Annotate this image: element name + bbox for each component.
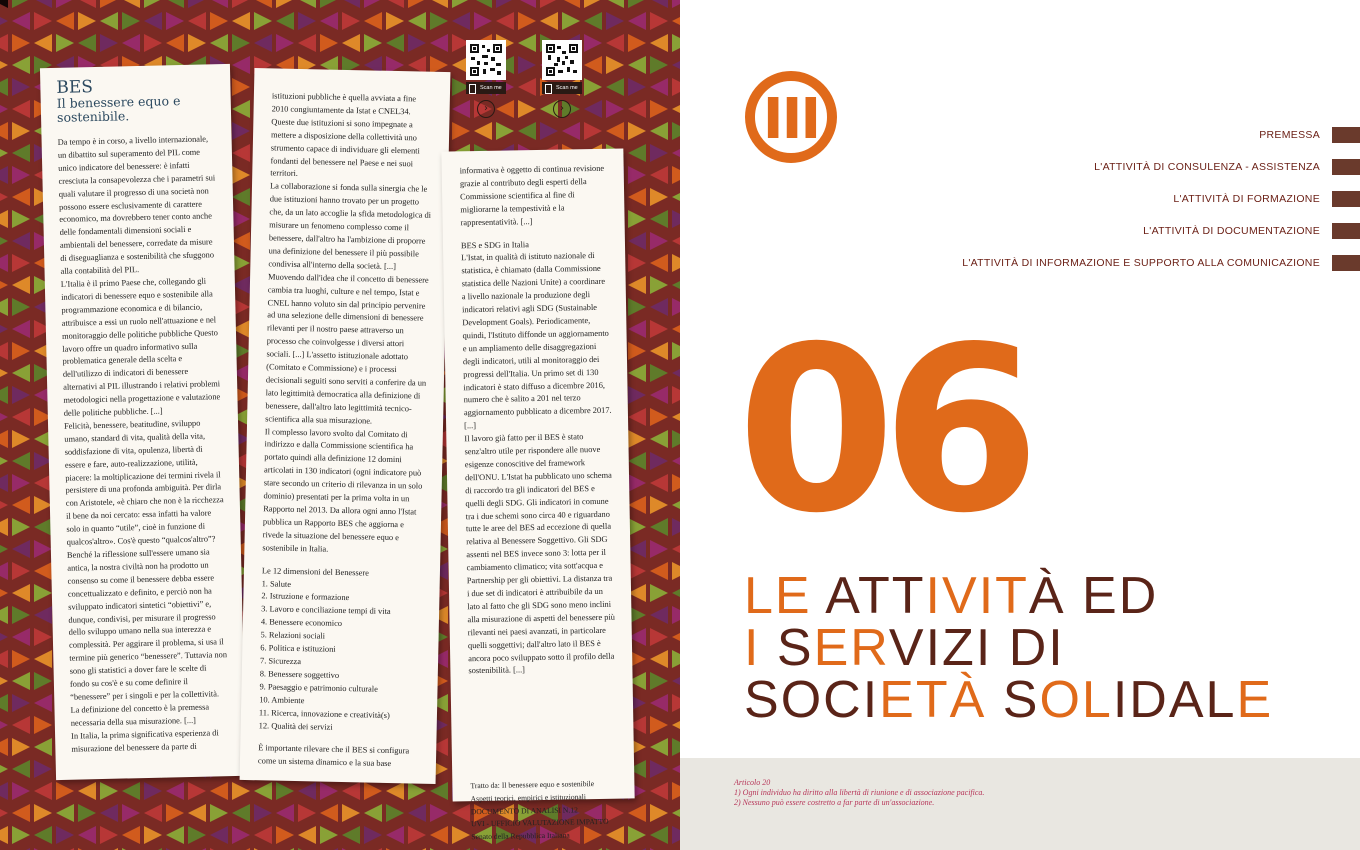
article-20-footer bbox=[680, 758, 1360, 850]
menu-label: L'ATTIVITÀ DI CONSULENZA - ASSISTENZA bbox=[1094, 161, 1320, 173]
list-item: 5. Relazioni sociali bbox=[260, 630, 326, 641]
chapter-title-line: SOCIETÀ SOLIDALE bbox=[744, 671, 1274, 729]
qr-code-2[interactable] bbox=[542, 40, 582, 80]
qr-code-1[interactable] bbox=[466, 40, 506, 80]
chapter-roman-numeral-logo bbox=[744, 70, 838, 164]
list-item: 8. Benessere soggettivo bbox=[259, 669, 340, 680]
text-panel-bes bbox=[40, 64, 246, 780]
paragraph: L'Italia è il primo Paese che, collegando gli indicatori di benessere equo e sostenibile alla programmazione economica e di bilancio, attribuisce a essi un ruolo nell'attuazione e nel monitoraggio delle politiche pubbliche Questo lavoro offre un quadro informativo sulla problematica generale della scelta e dell'utilizzo di indicatori di benessere alternativi al PIL illustrando i relativi problemi metodologici nella progettazione e valutazione delle politiche pubbliche. [...] bbox=[60, 276, 221, 418]
paragraph: La collaborazione si fonda sulla sinergia che le due istituzioni hanno trovato per un progetto che, da un lato accoglie la sfida metodologica di misurare un fenomeno complesso come il benessere, dall'altro ha l'ambizione di proporre una definizione del benessere il più possibile condivisa all'interno della società. [...] Muovendo dall'idea che il concetto di benessere cambia tra luoghi, culture e nel tempo, Istat e CNEL hanno voluto sin dal principio pervenire ad una selezione delle dimensioni di benessere rilevanti per il nostro paese attraverso un processo che coinvolgesse i diversi attori sociali. [...] L'assetto istituzionale adottato (Comitato e Commissione) e i processi decisionali seguiti sono serviti a conferire da un lato legittimità democratica alla definizione di benessere, dall'altro lato legittimità tecnico-scientifica alla sua misurazione. bbox=[265, 181, 432, 426]
credit-line: DOCUMENTO DI ANALISI N.12 bbox=[470, 804, 578, 816]
list-title: Le 12 dimensioni del Benessere bbox=[261, 565, 370, 578]
menu-label: L'ATTIVITÀ DI INFORMAZIONE E SUPPORTO ALLA COMUNICAZIONE bbox=[962, 257, 1320, 269]
article-line: 2) Nessuno può essere costretto a far parte di un'associazione. bbox=[734, 798, 935, 807]
paragraph: È importante rilevare che il BES si configura come un sistema dinamico e la sua base bbox=[257, 743, 410, 769]
list-item: 9. Paesaggio e patrimonio culturale bbox=[259, 682, 378, 694]
menu-marker bbox=[1332, 127, 1360, 143]
credit-line: UVI - UFFICIO VALUTAZIONE IMPATTO bbox=[470, 816, 609, 829]
paragraph: L'Istat, in qualità di istituto nazionale di statistica, è chiamato (dalla Commissione statistica delle Nazioni Unite) a coordinare a livello nazionale la produzione degli indicatori relativi agli SDG (Sustainable Development Goals). Periodicamente, quindi, l'Istituto diffonde un aggiornamento e un ampliamento delle disaggregazioni degli indicatori, utili al monitoraggio dei progressi dell'Italia. Un primo set di 130 indicatori è stato diffuso a dicembre 2016, numero che è salito a 201 nel terzo aggiornamento pubblicato a dicembre 2017. [...] bbox=[461, 251, 612, 431]
list-item: 6. Politica e istituzioni bbox=[260, 643, 336, 654]
paragraph: informativa è oggetto di continua revisione grazie al contributo degli esperti della Commissione scientifica al fine di migliorarne la tempestività e la rappresentatività. [...] bbox=[459, 163, 605, 227]
article-title: Articolo 20 bbox=[734, 778, 771, 787]
panel-title: BES bbox=[56, 77, 94, 98]
list-item: 10. Ambiente bbox=[259, 694, 305, 705]
chapter-number: 06 bbox=[737, 297, 1027, 563]
menu-item-informazione[interactable] bbox=[962, 255, 1360, 271]
list-item: 4. Benessere economico bbox=[260, 617, 343, 629]
menu-label: PREMESSA bbox=[1259, 129, 1320, 141]
list-item: 12. Qualità dei servizi bbox=[258, 720, 333, 732]
list-item: 1. Salute bbox=[261, 578, 292, 589]
menu-item-documentazione[interactable] bbox=[1143, 223, 1360, 239]
menu-label: L'ATTIVITÀ DI DOCUMENTAZIONE bbox=[1143, 225, 1320, 237]
list-item: 2. Istruzione e formazione bbox=[261, 591, 350, 603]
menu-marker bbox=[1332, 191, 1360, 207]
qr-label-1: Scan me bbox=[466, 82, 506, 94]
list-item: 11. Ricerca, innovazione e creatività(s) bbox=[258, 707, 390, 720]
paragraph: Felicità, benessere, beatitudine, sviluppo umano, standard di vita, qualità della vita, soddisfazione di vita, opulenza, libertà di essere e fare, auto-realizzazione, utilità, piacere: la moltiplicazione dei termini rivela il persistere di una profonda ambiguità. Per dirla con Aristotele, «è chiaro che non è la ricchezza il bene da noi cercato: essa infatti ha valore solo in quanto “utile”, cioè in funzione di qualcos'altro». Cos'è questo “qualcos'altro”? Benché la riflessione sull'essere umano sia antica, la nostra civiltà non ha prodotto un consenso su come il benessere debba essere concettualizzato e definito, e perciò non ha sviluppato indicatori sintetici “obiettivi” e, dunque, condivisi, per misurare il progresso dello sviluppo umano nella sua interezza e complessità. Per aggirare il problema, si usa il termine più generico “benessere”. Tuttavia non sono gli statistici a dover fare le scelte di fondo su cos'è e su come definire il “benessere” per i singoli e per la collettività. La definizione del concetto è la premessa necessaria della sua misurazione. [...] bbox=[63, 418, 228, 728]
menu-item-formazione[interactable] bbox=[1173, 191, 1360, 207]
menu-item-consulenza[interactable] bbox=[1094, 159, 1360, 175]
menu-marker bbox=[1332, 159, 1360, 175]
paragraph: istituzioni pubbliche è quella avviata a fine 2010 congiuntamente da Istat e CNEL34. Queste due istituzioni si sono impegnate a mettere a disposizione della collettività uno strumento capace di individuare gli elementi fondanti del benessere nel Paese e nei suoi territori. bbox=[270, 91, 420, 179]
list-item: 3. Lavoro e conciliazione tempi di vita bbox=[261, 604, 391, 617]
chapter-title bbox=[744, 567, 1274, 729]
article-line: 1) Ogni individuo ha diritto alla libertà di riunione e di associazione pacifica. bbox=[734, 788, 985, 797]
menu-marker bbox=[1332, 223, 1360, 239]
paragraph: Il complesso lavoro svolto dal Comitato di indirizzo e dalla Commissione scientifica ha portato quindi alla definizione 12 domini articolati in 130 indicatori (ogni indicatore può stare secondo un criterio di rilevanza in un solo dominio) presentati per la prima volta in un Rapporto nel 2013. Da allora ogni anno l'Istat pubblica un Rapporto BES che aggiorna e rivede la situazione del benessere equo e sostenibile in Italia. bbox=[262, 426, 423, 554]
menu-item-premessa[interactable] bbox=[1259, 127, 1360, 143]
chapter-title-line: LE ATTIVITÀ ED bbox=[744, 567, 1159, 625]
source-credit bbox=[470, 778, 619, 844]
credit-line: Aspetti teorici, empirici e istituzionali bbox=[470, 792, 587, 804]
text-panel-istat bbox=[240, 68, 451, 784]
section-heading: BES e SDG in Italia bbox=[460, 239, 529, 250]
text-panel-sdg bbox=[441, 148, 634, 841]
paragraph: Da tempo è in corso, a livello internazionale, un dibattito sul superamento del PIL come unico indicatore del benessere: è infatti cresciuta la consapevolezza che i parametri sui quali valutare il progresso di una società non possono essere esclusivamente di carattere economico, ma dovrebbero tener conto anche delle fondamentali dimensioni sociali e ambientali del benessere, corredate da misure di diseguaglianza e sostenibilità che sfuggono alla contabilità del PIL. bbox=[57, 134, 216, 276]
panel-subtitle: Il benessere equo e sostenibile. bbox=[56, 93, 181, 125]
paragraph: Il lavoro già fatto per il BES è stato senz'altro utile per rispondere alle nuove esigenze conoscitive del framework dell'ONU. L'Istat ha pubblicato uno schema di raccordo tra gli indicatori del BES e quelli degli SDG. Gli indicatori in comune tra i due schemi sono circa 40 e riguardano tutte le aree del BES ad eccezione di quella relativa al Benessere Soggettivo. Gli SDG assenti nel BES invece sono 3: lotta per il cambiamento climatico; vita sott'acqua e Partnership per gli obiettivi. La distanza tra i due set di indicatori è attribuibile da un lato al fatto che gli SDG sono meno inclini alla misurazione di aspetti del benessere più rilevanti nei paesi avanzati, in particolare quelli soggettivi; dall'altro lato il BES è ancora poco sviluppato sotto il profilo della sostenibilità. [...] bbox=[464, 432, 616, 676]
list-item: 7. Sicurezza bbox=[259, 656, 302, 667]
qr-label-2: Scan me bbox=[542, 82, 582, 94]
credit-line: Senato della Repubblica Italiana bbox=[471, 830, 570, 841]
arrow-right-icon[interactable]: › bbox=[477, 100, 495, 118]
credit-line: Tratto da: Il benessere equo e sostenibile bbox=[470, 779, 595, 791]
paragraph: In Italia, la prima significativa esperienza di misurazione del benessere da parte di bbox=[71, 728, 219, 754]
chapter-logo-text: III bbox=[762, 87, 820, 152]
menu-marker bbox=[1332, 255, 1360, 271]
chapter-title-line: I SERVIZI DI bbox=[744, 619, 1065, 677]
menu-label: L'ATTIVITÀ DI FORMAZIONE bbox=[1173, 193, 1320, 205]
arrow-right-icon[interactable]: › bbox=[553, 100, 571, 118]
